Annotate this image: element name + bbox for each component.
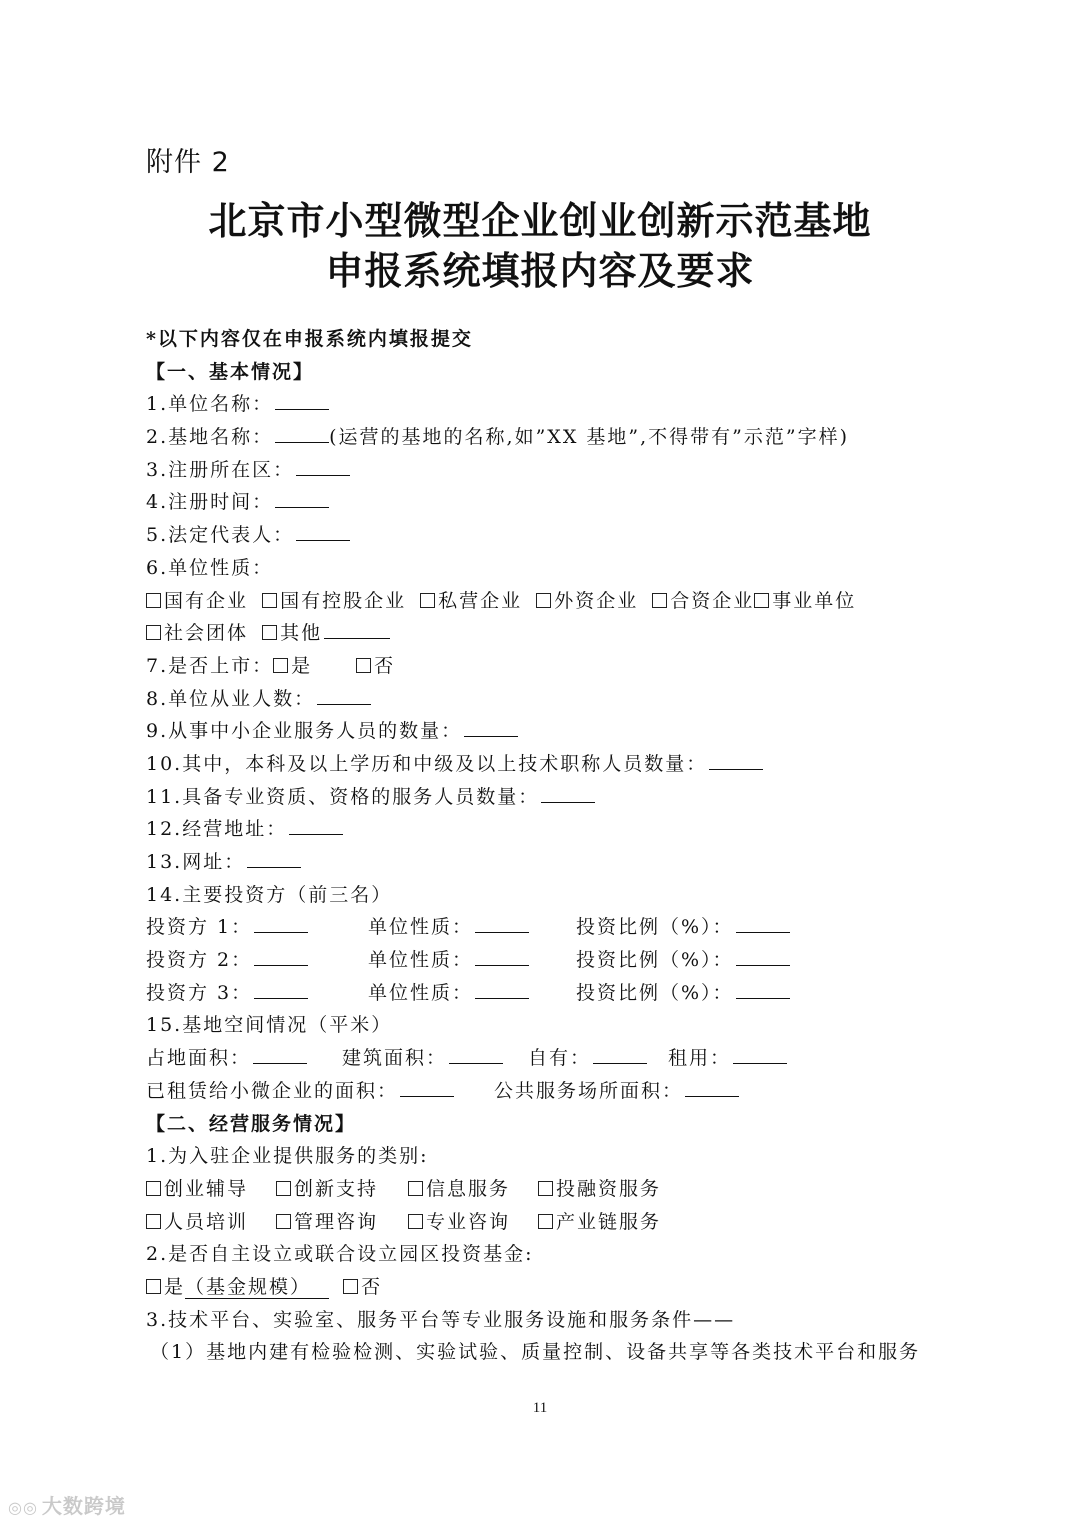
field-website <box>146 846 966 879</box>
checkbox-icon <box>356 658 371 673</box>
listed-no[interactable]: 否 <box>356 655 395 677</box>
document-title-line-2: 申报系统填报内容及要求 <box>325 249 755 293</box>
field-label: 13.网址： <box>146 851 246 873</box>
base-name-blank[interactable] <box>275 441 329 443</box>
field-unit-name <box>146 388 966 421</box>
watermark: ◎◎ 大数跨境 <box>8 1494 126 1518</box>
section-heading-services: 【二、经营服务情况】 <box>146 1112 357 1135</box>
address-blank[interactable] <box>289 833 343 835</box>
field-tech-platform-sub-1: （1）基地内建有检验检测、实验试验、质量控制、设备共享等各类技术平台和服务 <box>150 1341 921 1364</box>
field-qualified-staff <box>146 781 966 814</box>
checkbox-icon <box>276 1214 291 1229</box>
base-name-note: (运营的基地的名称,如”XX 基地”,不得带有”示范”字样) <box>329 426 849 449</box>
checkbox-icon <box>146 625 161 640</box>
checkbox-icon <box>652 593 667 608</box>
field-district <box>146 454 966 487</box>
option-state-holding[interactable]: 国有控股企业 <box>262 590 406 612</box>
attachment-label: 附件 2 <box>146 147 230 178</box>
field-label: 2.基地名称： <box>146 426 274 449</box>
checkbox-icon <box>754 593 769 608</box>
service-options-row-2 <box>146 1206 966 1239</box>
field-label: 7.是否上市： <box>146 654 274 677</box>
checkbox-icon <box>262 625 277 640</box>
website-blank[interactable] <box>247 866 301 868</box>
checkbox-icon <box>420 593 435 608</box>
option-private[interactable]: 私营企业 <box>420 590 522 612</box>
note-line: *以下内容仅在申报系统内填报提交 <box>146 328 473 350</box>
option-staff-training[interactable]: 人员培训 <box>146 1206 248 1239</box>
checkbox-icon <box>262 593 277 608</box>
checkbox-icon <box>276 1181 291 1196</box>
option-social-group[interactable]: 社会团体 <box>146 622 248 644</box>
investor-row: 投资方 3： 单位性质： 投资比例（%）： <box>146 977 966 1010</box>
field-unit-nature: 6.单位性质： <box>146 556 274 579</box>
other-blank[interactable] <box>324 637 390 639</box>
reg-time-blank[interactable] <box>275 506 329 508</box>
field-label: 8.单位从业人数： <box>146 687 316 710</box>
investor-row: 投资方 2： 单位性质： 投资比例（%）： <box>146 944 966 977</box>
investor-nature-blank[interactable] <box>475 931 529 933</box>
employees-blank[interactable] <box>317 703 371 705</box>
field-address <box>146 813 966 846</box>
field-label: 9.从事中小企业服务人员的数量： <box>146 720 463 743</box>
fund-no[interactable]: 否 <box>343 1276 382 1298</box>
fund-yes[interactable]: 是 <box>146 1276 185 1298</box>
public-area-blank[interactable] <box>685 1095 739 1097</box>
investor-row: 投资方 1： 单位性质： 投资比例（%）： <box>146 911 966 944</box>
leased-area-blank[interactable] <box>400 1095 454 1097</box>
option-other[interactable]: 其他 <box>262 622 390 644</box>
option-professional-consulting[interactable]: 专业咨询 <box>408 1206 510 1239</box>
field-label: 3.注册所在区： <box>146 458 295 481</box>
investor-ratio-blank[interactable] <box>736 931 790 933</box>
qualified-staff-blank[interactable] <box>541 801 595 803</box>
checkbox-icon <box>146 1279 161 1294</box>
nature-options-row-1 <box>146 585 966 618</box>
option-industry-chain[interactable]: 产业链服务 <box>538 1206 661 1239</box>
field-investors: 14.主要投资方（前三名） <box>146 883 393 906</box>
field-label: 4.注册时间： <box>146 491 274 514</box>
field-legal-rep <box>146 519 966 552</box>
building-area-blank[interactable] <box>449 1062 503 1064</box>
form-body <box>146 323 966 1369</box>
degree-staff-blank[interactable] <box>709 768 763 770</box>
field-reg-time <box>146 486 966 519</box>
option-management-consulting[interactable]: 管理咨询 <box>276 1206 378 1239</box>
document-title-line-1: 北京市小型微型企业创业创新示范基地 <box>208 199 872 243</box>
service-options-row-1 <box>146 1173 966 1206</box>
field-label: 5.法定代表人： <box>146 524 295 547</box>
field-listed <box>146 650 966 683</box>
field-base-name <box>146 421 966 454</box>
land-area-blank[interactable] <box>253 1062 307 1064</box>
field-sme-staff <box>146 715 966 748</box>
investor-blank[interactable] <box>254 997 308 999</box>
option-state-owned[interactable]: 国有企业 <box>146 590 248 612</box>
fund-options <box>146 1271 966 1304</box>
fund-scale-field[interactable]: （基金规模） <box>185 1276 329 1299</box>
section-heading-basic: 【一、基本情况】 <box>146 360 315 383</box>
space-row-2: 已租赁给小微企业的面积： 公共服务场所面积： <box>146 1075 966 1108</box>
rented-area-blank[interactable] <box>733 1062 787 1064</box>
option-info-service[interactable]: 信息服务 <box>408 1173 510 1206</box>
district-blank[interactable] <box>296 474 350 476</box>
field-tech-platform: 3.技术平台、实验室、服务平台等专业服务设施和服务条件—— <box>146 1308 736 1331</box>
investor-nature-blank[interactable] <box>475 964 529 966</box>
checkbox-icon <box>408 1214 423 1229</box>
field-employees <box>146 683 966 716</box>
field-label: 10.其中，本科及以上学历和中级及以上技术职称人员数量： <box>146 752 708 775</box>
checkbox-icon <box>343 1279 358 1294</box>
nature-options-row-2 <box>146 617 966 650</box>
checkbox-icon <box>146 1214 161 1229</box>
field-label: 12.经营地址： <box>146 818 288 841</box>
space-row-1: 占地面积： 建筑面积： 自有： 租用： <box>146 1042 966 1075</box>
option-financing-service[interactable]: 投融资服务 <box>538 1173 661 1206</box>
option-public-institution[interactable]: 事业单位 <box>754 590 856 612</box>
option-innovation-support[interactable]: 创新支持 <box>276 1173 378 1206</box>
checkbox-icon <box>536 593 551 608</box>
sme-staff-blank[interactable] <box>464 735 518 737</box>
checkbox-icon <box>408 1181 423 1196</box>
checkbox-icon <box>146 1181 161 1196</box>
watermark-logo-icon: ◎◎ <box>8 1498 38 1517</box>
owned-area-blank[interactable] <box>593 1062 647 1064</box>
investor-nature-blank[interactable] <box>475 997 529 999</box>
checkbox-icon <box>538 1181 553 1196</box>
legal-rep-blank[interactable] <box>296 539 350 541</box>
investor-ratio-blank[interactable] <box>736 964 790 966</box>
investor-blank[interactable] <box>254 964 308 966</box>
listed-yes[interactable]: 是 <box>273 655 312 677</box>
checkbox-icon <box>273 658 288 673</box>
checkbox-icon <box>538 1214 553 1229</box>
field-investment-fund: 2.是否自主设立或联合设立园区投资基金: <box>146 1243 534 1266</box>
field-label: 1.单位名称： <box>146 393 274 416</box>
option-startup-coaching[interactable]: 创业辅导 <box>146 1173 248 1206</box>
field-space: 15.基地空间情况（平米） <box>146 1014 393 1037</box>
field-service-types: 1.为入驻企业提供服务的类别: <box>146 1145 429 1168</box>
field-degree-staff <box>146 748 966 781</box>
option-joint-venture[interactable]: 合资企业 <box>652 590 754 612</box>
investor-ratio-blank[interactable] <box>736 997 790 999</box>
option-foreign[interactable]: 外资企业 <box>536 590 638 612</box>
investor-blank[interactable] <box>254 931 308 933</box>
checkbox-icon <box>146 593 161 608</box>
field-label: 11.具备专业资质、资格的服务人员数量： <box>146 785 540 808</box>
page-number: 11 <box>532 1400 548 1416</box>
unit-name-blank[interactable] <box>275 408 329 410</box>
